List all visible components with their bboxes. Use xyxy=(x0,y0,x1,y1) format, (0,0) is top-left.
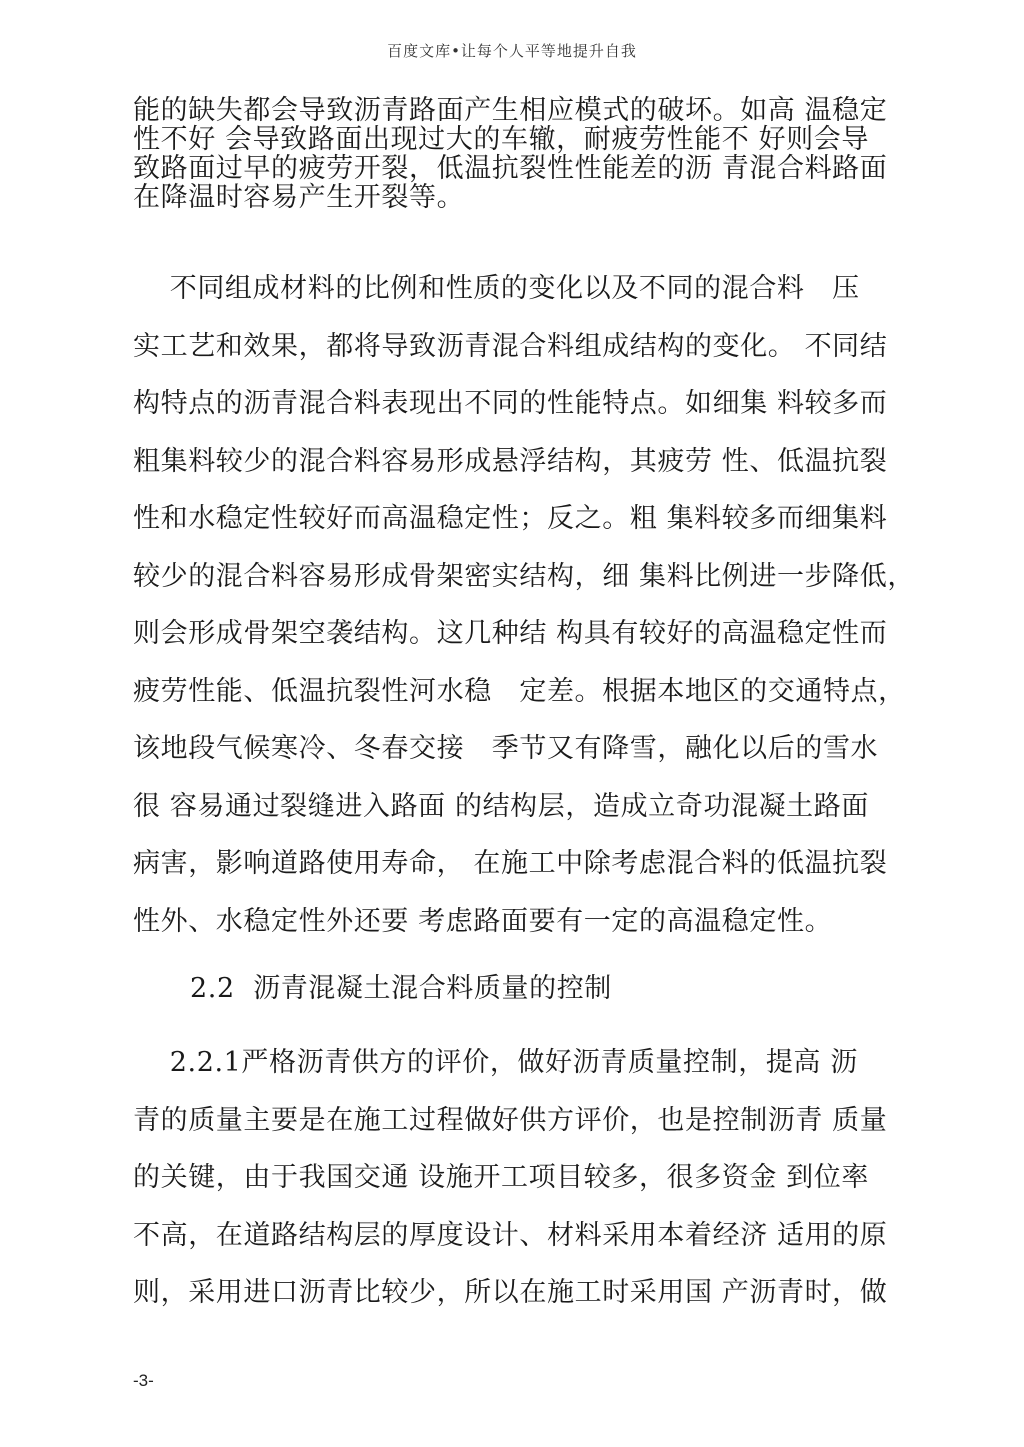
page-header: 百度文库•让每个人平等地提升自我 xyxy=(387,42,637,60)
text-line: 不同组成材料的比例和性质的变化以及不同的混合料 压 xyxy=(133,273,860,304)
text-line: 致路面过早的疲劳开裂，低温抗裂性性能差的沥 青混合料路面 xyxy=(133,153,888,184)
text-line: 实工艺和效果，都将导致沥青混合料组成结构的变化。 不同结 xyxy=(133,330,888,362)
text-line: 病害，影响道路使用寿命， 在施工中除考虑混合料的低温抗裂 xyxy=(133,848,888,879)
section-heading: 2.2 沥青混凝土混合料质量的控制 xyxy=(190,973,612,1004)
text-line: 在降温时容易产生开裂等。 xyxy=(133,182,465,213)
text-line: 很 容易通过裂缝进入路面 的结构层，造成立奇功混凝土路面 xyxy=(133,790,869,822)
paragraph-3 xyxy=(133,1040,913,1328)
text-line: 则，采用进口沥青比较少，所以在施工时采用国 产沥青时，做 xyxy=(133,1277,888,1308)
paragraph-1 xyxy=(133,88,913,213)
text-line: 能的缺失都会导致沥青路面产生相应模式的破坏。如高 温稳定 xyxy=(133,95,888,126)
text-line: 粗集料较少的混合料容易形成悬浮结构，其疲劳 性、低温抗裂 xyxy=(133,445,888,477)
text-line: 性和水稳定性较好而高温稳定性；反之。粗 集料较多而细集料 xyxy=(133,503,888,534)
text-line: 疲劳性能、低温抗裂性河水稳 定差。根据本地区的交通特点， xyxy=(133,675,906,707)
text-line: 构特点的沥青混合料表现出不同的性能特点。如细集 料较多而 xyxy=(133,388,888,419)
text-line: 则会形成骨架空袭结构。这几种结 构具有较好的高温稳定性而 xyxy=(133,618,888,649)
text-line: 2.2.1严格沥青供方的评价，做好沥青质量控制，提高 沥 xyxy=(133,1047,858,1078)
page-number: -3- xyxy=(133,1371,154,1390)
text-line: 性外、水稳定性外还要 考虑路面要有一定的高温稳定性。 xyxy=(133,905,833,937)
text-line: 的关键，由于我国交通 设施开工项目较多，很多资金 到位率 xyxy=(133,1162,869,1193)
paragraph-2 xyxy=(133,266,913,956)
text-line: 较少的混合料容易形成骨架密实结构，细 集料比例进一步降低， xyxy=(133,560,915,592)
text-line: 青的质量主要是在施工过程做好供方评价，也是控制沥青 质量 xyxy=(133,1104,888,1136)
text-line: 该地段气候寒冷、冬春交接 季节又有降雪，融化以后的雪水 xyxy=(133,733,879,764)
text-line: 性不好 会导致路面出现过大的车辙，耐疲劳性能不 好则会导 xyxy=(133,124,869,155)
text-line: 不高，在道路结构层的厚度设计、材料采用本着经济 适用的原 xyxy=(133,1219,888,1251)
